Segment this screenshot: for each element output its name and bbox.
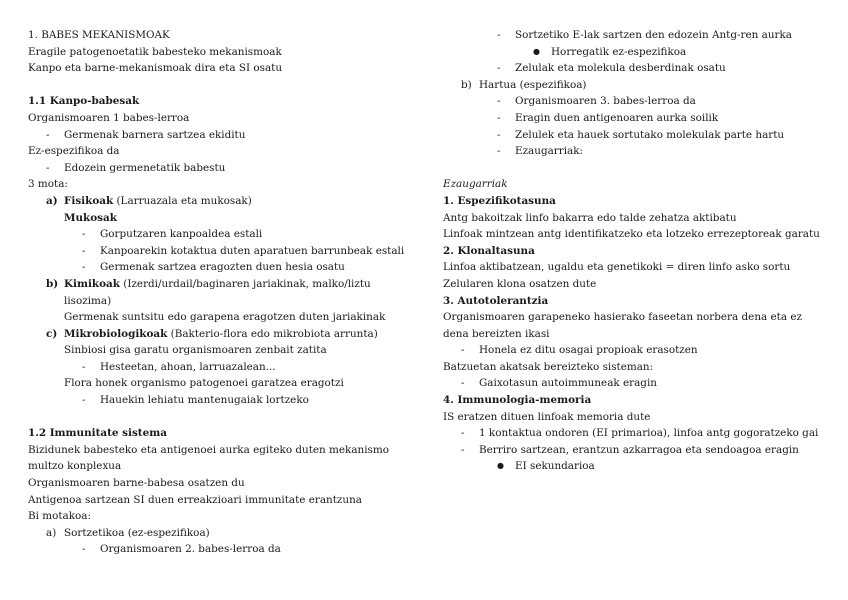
dash-marker: - — [461, 443, 465, 456]
dash-marker: - — [82, 244, 86, 257]
text-line: Batzuetan akatsak bereizteko sisteman: — [443, 360, 654, 373]
dash-marker: - — [461, 344, 465, 357]
text-line: Organismoaren 1 babes-lerroa — [28, 111, 190, 124]
text-line: Kanpo eta barne-mekanismoak dira eta SI osatu — [28, 62, 283, 75]
list-item: - Organismoaren 2. babes-lerroa da — [28, 541, 408, 558]
dash-marker: - — [82, 394, 86, 407]
text-line: Linfoa aktibatzean, ugaldu eta genetikoki = diren linfo asko sortu — [443, 261, 791, 274]
dash-marker: - — [82, 261, 86, 274]
text-line: Antigenoa sartzean SI duen erreakzioari immunitate erantzuna — [28, 493, 362, 506]
list-item: - Honela ez ditu osagai propioak erasotzen — [443, 342, 823, 359]
dash-marker: - — [497, 111, 501, 124]
list-item: - Gorputzaren kanpoaldea estali — [28, 226, 408, 243]
list-item: - Hesteetan, ahoan, larruazalean... — [28, 359, 408, 376]
list-item: - Germenak sartzea eragozten duen hesia osatu — [28, 259, 408, 276]
text-line: Flora honek organismo patogenoei garatzea eragotzi — [64, 377, 344, 390]
dash-marker: - — [82, 228, 86, 241]
text-line: Sinbiosi gisa garatu organismoaren zenbait zatita — [64, 344, 327, 357]
list-item-sortzetikoa: a) Sortzetikoa (ez-espezifikoa) — [46, 526, 210, 539]
list-item: - Sortzetiko E-lak sartzen den edozein Antg-ren aurka — [443, 27, 823, 44]
text-line: Bizidunek babesteko eta antigenoei aurka egiteko duten mekanismo multzo konplexua — [28, 443, 389, 473]
list-item-hartua: b) Hartua (espezifikoa) — [461, 78, 587, 91]
list-item: - Organismoaren 3. babes-lerroa da — [443, 93, 823, 110]
section-heading-babes-mekanismoak: 1. BABES MEKANISMOAK — [28, 29, 170, 41]
heading-immunologia-memoria: 4. Immunologia-memoria — [443, 394, 592, 407]
text-line: 3 mota: — [28, 178, 68, 191]
section-heading-immunitate-sistema: 1.2 Immunitate sistema — [28, 427, 167, 440]
text-line: Bi motakoa: — [28, 510, 91, 523]
dash-marker: - — [497, 62, 501, 75]
list-item-mikrobiologikoak: c) Mikrobiologikoak (Bakterio-flora edo mikrobiota arrunta) — [46, 327, 378, 340]
list-item: ● EI sekundarioa — [443, 458, 823, 475]
text-line: Linfoak mintzean antg identifikatzeko eta lotzeko errezeptoreak garatu — [443, 228, 820, 241]
list-item: - Gaixotasun autoimmuneak eragin — [443, 375, 823, 392]
bullet-marker: ● — [497, 461, 504, 471]
list-item-kimikoak: b) Kimikoak (Izerdi/urdail/baginaren jariakinak, malko/liztu lisozima) — [46, 277, 371, 307]
text-line: Organismoaren barne-babesa osatzen du — [28, 477, 245, 490]
bullet-marker: ● — [533, 46, 540, 56]
dash-marker: - — [461, 377, 465, 390]
dash-marker: - — [46, 161, 50, 174]
dash-marker: - — [461, 427, 465, 440]
dash-marker: - — [82, 360, 86, 373]
heading-espezifikotasuna: 1. Espezifikotasuna — [443, 194, 556, 207]
text-line: Eragile patogenoetatik babesteko mekanismoak — [28, 45, 282, 58]
text-line: Zelularen klona osatzen dute — [443, 277, 597, 290]
list-item: - Hauekin lehiatu mantenugaiak lortzeko — [28, 392, 408, 409]
list-item: - Zelulek eta hauek sortutako molekulak parte hartu — [443, 127, 823, 144]
list-item: ● Horregatik ez-espezifikoa — [443, 44, 823, 61]
dash-marker: - — [497, 95, 501, 108]
list-item-fisikoak: a) Fisikoak (Larruazala eta mukosak) — [46, 194, 252, 207]
text-line: Organismoaren garapeneko hasierako faseetan norbera dena eta ez dena bereizten ikasi — [443, 311, 802, 340]
right-column — [443, 27, 823, 475]
subheading-ezaugarriak: Ezaugarriak — [443, 178, 508, 191]
section-heading-kanpo-babesak: 1.1 Kanpo-babesak — [28, 95, 140, 108]
dash-marker: - — [82, 543, 86, 556]
heading-autotolerantzia: 3. Autotolerantzia — [443, 294, 549, 307]
dash-marker: - — [497, 128, 501, 141]
list-item: - Zelulak eta molekula desberdinak osatu — [443, 60, 823, 77]
list-item: - Edozein germenetatik babestu — [28, 160, 408, 177]
list-item: - Kanpoarekin kotaktua duten aparatuen barrunbeak estali — [28, 243, 408, 260]
list-item: - 1 kontaktua ondoren (EI primarioa), linfoa antg gogoratzeko gai — [443, 425, 823, 442]
dash-marker: - — [497, 145, 501, 158]
heading-klonaltasuna: 2. Klonaltasuna — [443, 244, 535, 257]
text-line: Ez-espezifikoa da — [28, 145, 120, 158]
list-item: - Berriro sartzean, erantzun azkarragoa eta sendoagoa eragin — [443, 442, 823, 459]
list-item: - Ezaugarriak: — [443, 143, 823, 160]
text-line: Germenak suntsitu edo garapena eragotzen duten jariakinak — [64, 311, 386, 324]
subheading-mukosak: Mukosak — [64, 211, 117, 224]
dash-marker: - — [497, 29, 501, 41]
text-line: Antg bakoitzak linfo bakarra edo talde zehatza aktibatu — [443, 211, 737, 224]
text-line: IS eratzen dituen linfoak memoria dute — [443, 410, 651, 423]
dash-marker: - — [46, 128, 50, 141]
list-item: - Eragin duen antigenoaren aurka soilik — [443, 110, 823, 127]
list-item: - Germenak barnera sartzea ekiditu — [28, 127, 408, 144]
left-column — [28, 27, 408, 558]
